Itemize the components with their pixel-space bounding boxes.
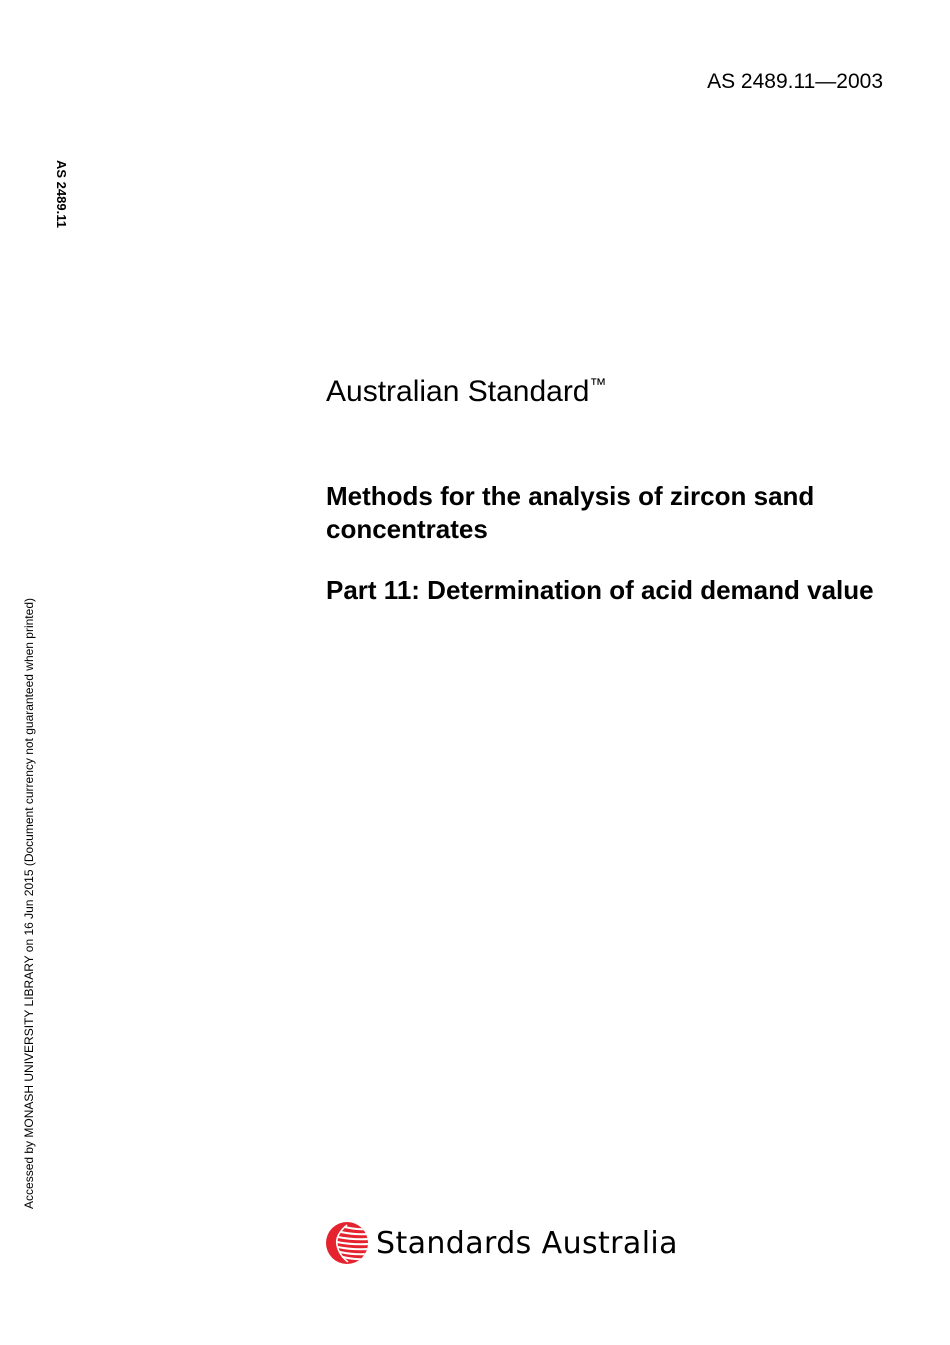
document-number: AS 2489.11—2003: [707, 70, 883, 93]
trademark-symbol: ™: [589, 375, 607, 394]
spine-label: AS 2489.11: [54, 160, 69, 228]
standard-type-heading: [326, 375, 607, 409]
publisher-name: Standards Australia: [376, 1225, 678, 1261]
access-note: Accessed by MONASH UNIVERSITY LIBRARY on 16 Jun 2015 (Document currency not guaranteed when printed): [22, 598, 36, 1209]
standards-australia-logo: [325, 1221, 678, 1265]
standards-australia-globe-icon: [325, 1221, 369, 1265]
document-title: Methods for the analysis of zircon sand concentrates: [326, 481, 815, 544]
standard-type-text: Australian Standard: [326, 375, 590, 408]
part-title: Part 11: Determination of acid demand value: [326, 575, 874, 605]
